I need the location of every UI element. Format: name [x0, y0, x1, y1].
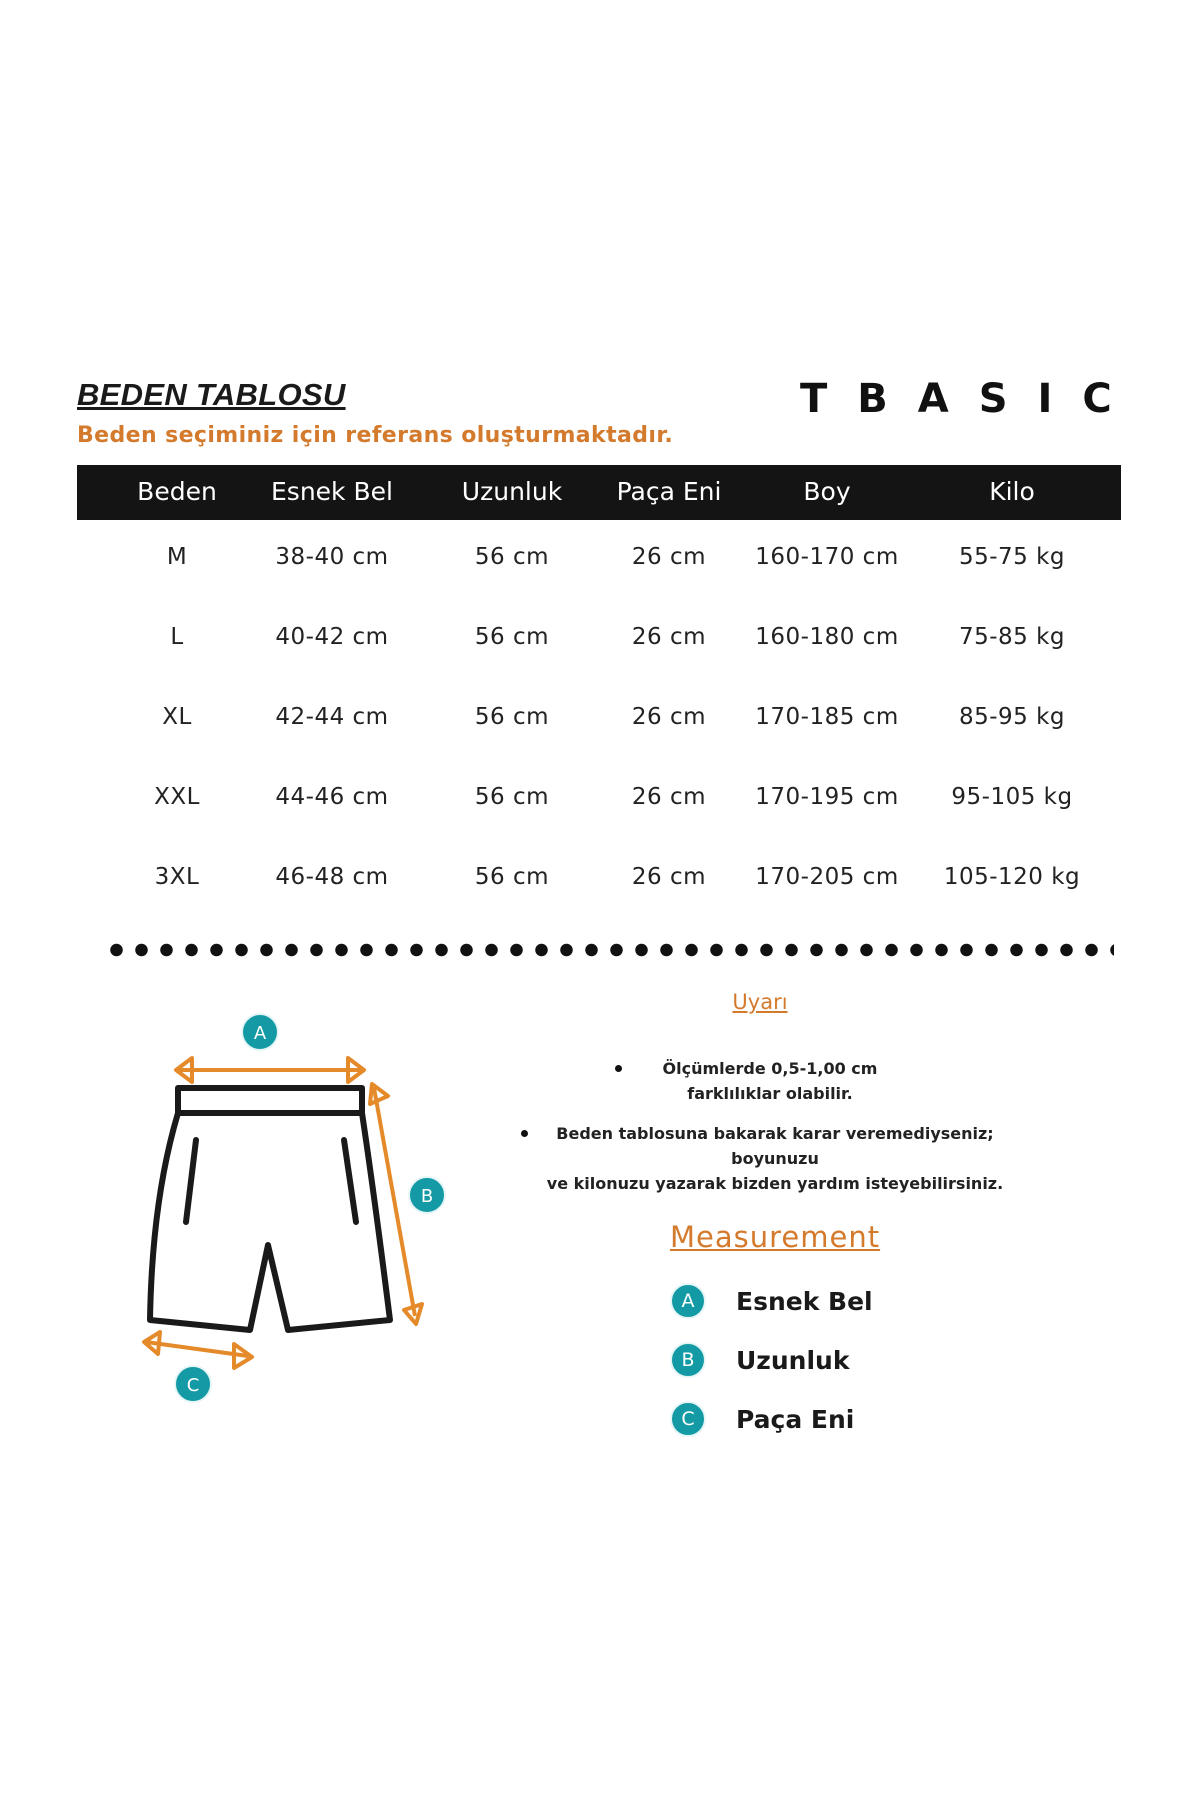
warning-line: farklılıklar olabilir. [687, 1084, 853, 1103]
table-cell: 26 cm [631, 784, 707, 810]
legend-item-b [670, 1340, 849, 1380]
table-row [77, 682, 1121, 762]
page-title: BEDEN TABLOSU [77, 377, 346, 412]
table-cell: 170-205 cm [755, 864, 899, 890]
table-row [77, 602, 1121, 682]
table-cell: 85-95 kg [958, 704, 1066, 730]
shorts-diagram [130, 1000, 470, 1420]
table-row [77, 842, 1121, 922]
bullet-icon [615, 1065, 622, 1072]
svg-text:B: B [420, 1186, 434, 1207]
table-cell: 160-180 cm [755, 624, 899, 650]
shorts-icon [150, 1088, 390, 1330]
svg-text:C: C [186, 1375, 200, 1396]
waist-arrow [176, 1058, 364, 1082]
table-cell: 26 cm [631, 544, 707, 570]
warning-line: ve kilonuzu yazarak bizden yardım isteyebilirsiniz. [546, 1174, 1004, 1193]
badge-c [175, 1366, 211, 1402]
column-header: Kilo [989, 477, 1035, 506]
table-cell: 56 cm [474, 624, 550, 650]
table-cell: 56 cm [474, 864, 550, 890]
column-header: Uzunluk [461, 477, 563, 506]
hem-arrow [144, 1332, 252, 1368]
bullet-icon [521, 1130, 528, 1137]
table-cell: 56 cm [474, 784, 550, 810]
badge-c: C [670, 1401, 706, 1437]
table-cell: 95-105 kg [951, 784, 1073, 810]
table-cell: 46-48 cm [275, 864, 389, 890]
table-cell: 38-40 cm [275, 544, 389, 570]
table-cell: 170-185 cm [755, 704, 899, 730]
page-subtitle: Beden seçiminiz için referans oluşturmaktadır. [77, 423, 674, 448]
column-header: Beden [137, 477, 217, 506]
warning-line: Ölçümlerde 0,5-1,00 cm [662, 1059, 878, 1078]
column-header: Esnek Bel [271, 477, 393, 506]
table-cell: 56 cm [474, 544, 550, 570]
dotted-divider [104, 942, 1114, 958]
warning-title: Uyarı [732, 990, 788, 1014]
table-cell: 55-75 kg [958, 544, 1066, 570]
legend-item-a [670, 1281, 873, 1321]
legend-label: Uzunluk [736, 1345, 850, 1375]
legend-label: Esnek Bel [736, 1286, 873, 1316]
table-cell: 26 cm [631, 704, 707, 730]
table-cell: 26 cm [631, 864, 707, 890]
column-header: Paça Eni [616, 477, 722, 506]
legend-label: Paça Eni [736, 1404, 855, 1434]
warning-item [640, 1056, 900, 1106]
badge-a: A [670, 1283, 706, 1319]
table-row [77, 522, 1121, 602]
badge-b: B [670, 1342, 706, 1378]
warning-item [540, 1121, 1010, 1196]
table-cell: 26 cm [631, 624, 707, 650]
table-cell: 3XL [154, 864, 200, 890]
table-cell: XXL [154, 784, 200, 810]
table-cell: 40-42 cm [275, 624, 389, 650]
brand-logo: TBASIC [800, 376, 1142, 422]
table-cell: 75-85 kg [958, 624, 1066, 650]
table-cell: 44-46 cm [275, 784, 389, 810]
table-row [77, 762, 1121, 842]
legend-item-c [670, 1399, 854, 1439]
size-table [77, 465, 1121, 922]
table-header [77, 465, 1121, 520]
svg-text:A: A [253, 1023, 267, 1044]
table-cell: 105-120 kg [943, 864, 1081, 890]
table-cell: 42-44 cm [275, 704, 389, 730]
table-cell: 160-170 cm [755, 544, 899, 570]
measurement-title: Measurement [670, 1220, 881, 1254]
warning-line: Beden tablosuna bakarak karar veremediyseniz; boyunuzu [556, 1124, 994, 1168]
table-cell: 56 cm [474, 704, 550, 730]
badge-a [242, 1014, 278, 1050]
table-cell: XL [162, 704, 192, 730]
column-header: Boy [803, 477, 851, 506]
table-cell: 170-195 cm [755, 784, 899, 810]
badge-b [409, 1177, 445, 1213]
table-cell: M [166, 544, 188, 570]
table-cell: L [170, 624, 184, 650]
